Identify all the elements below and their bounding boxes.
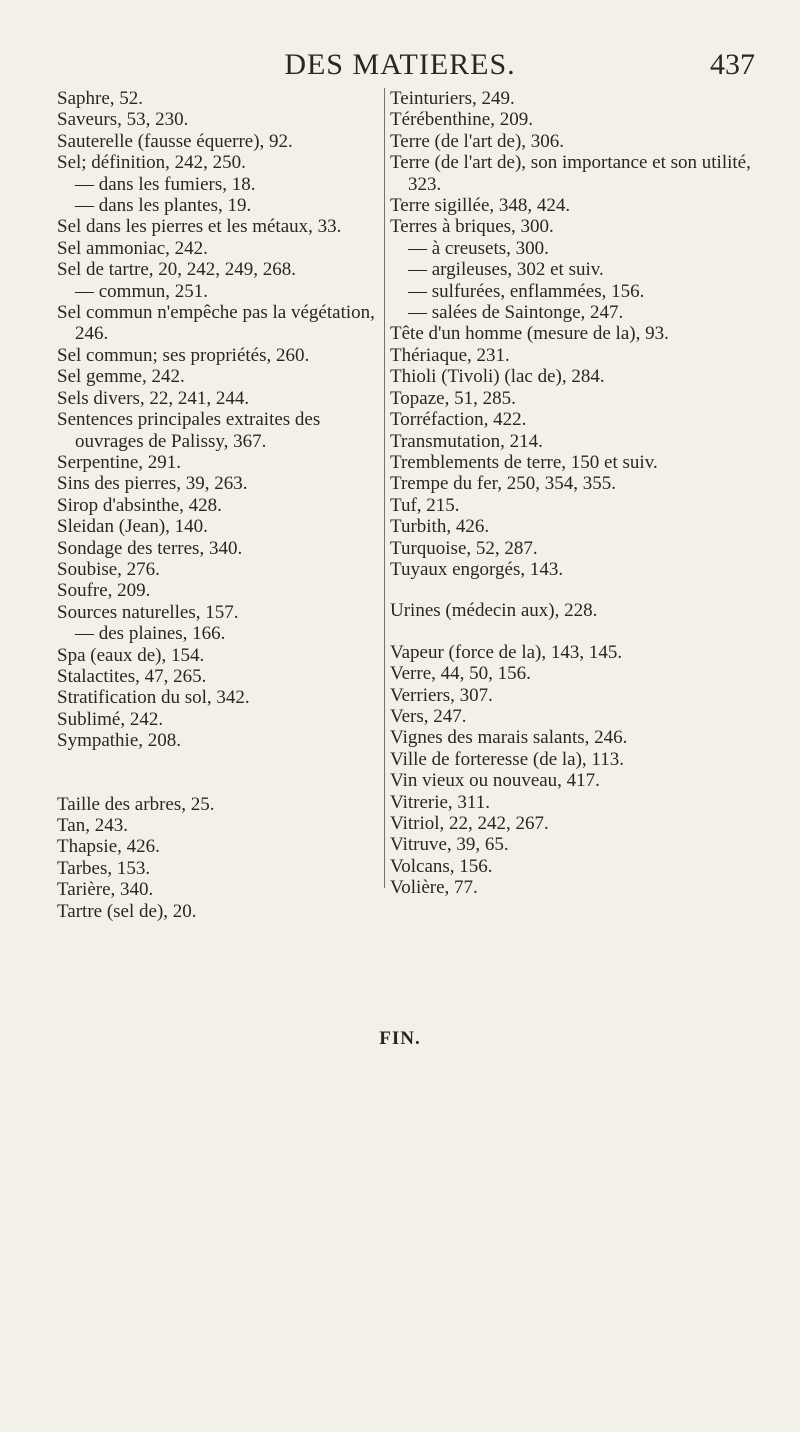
- index-entry: Sources naturelles, 157.: [57, 601, 239, 623]
- index-entry: Turbith, 426.: [390, 516, 490, 538]
- index-entry: Tuyaux engorgés, 143.: [390, 558, 564, 580]
- index-entry: Sel commun n'empêche pas la végétation, 246.: [57, 302, 375, 345]
- index-entry: Saveurs, 53, 230.: [57, 109, 189, 131]
- index-group-t-left: [57, 794, 375, 922]
- index-entry: Vignes des marais salants, 246.: [390, 727, 628, 749]
- index-entry: Terres à briques, 300.: [390, 216, 554, 238]
- index-entry: Sympathie, 208.: [57, 730, 182, 752]
- index-entry: Vapeur (force de la), 143, 145.: [390, 641, 623, 663]
- index-entry: — dans les fumiers, 18.: [75, 173, 256, 195]
- index-entry: Topaze, 51, 285.: [390, 387, 516, 409]
- index-entry: Sel; définition, 242, 250.: [57, 152, 246, 174]
- index-entry: Sauterelle (fausse équerre), 92.: [57, 130, 293, 152]
- index-entry: Spa (eaux de), 154.: [57, 644, 205, 666]
- index-entry: Sel ammoniac, 242.: [57, 237, 208, 259]
- index-entry: Vitrerie, 311.: [390, 791, 490, 813]
- index-entry: — salées de Saintonge, 247.: [408, 302, 624, 324]
- group-gap: [390, 580, 770, 600]
- index-entry: Stratification du sol, 342.: [57, 687, 250, 709]
- index-entry: — commun, 251.: [75, 280, 208, 302]
- index-entry: Sins des pierres, 39, 263.: [57, 473, 248, 495]
- index-entry: Thapsie, 426.: [57, 836, 160, 858]
- index-entry: Taille des arbres, 25.: [57, 793, 215, 815]
- index-entry: — à creusets, 300.: [408, 237, 549, 259]
- page-header: [0, 48, 800, 88]
- index-entry: Tan, 243.: [57, 815, 128, 836]
- index-group-s: [57, 88, 375, 752]
- index-entry: Vers, 247.: [390, 705, 467, 727]
- index-entry: Teinturiers, 249.: [390, 88, 515, 109]
- index-entry: Volière, 77.: [390, 877, 478, 899]
- index-entry: Vin vieux ou nouveau, 417.: [390, 770, 600, 792]
- index-entry: Turquoise, 52, 287.: [390, 537, 538, 559]
- index-entry: Torréfaction, 422.: [390, 409, 527, 431]
- index-group-v: [390, 642, 770, 899]
- index-entry: — des plaines, 166.: [75, 623, 226, 645]
- index-entry: — argileuses, 302 et suiv.: [408, 259, 604, 281]
- index-entry: Transmutation, 214.: [390, 430, 543, 452]
- index-entry: Tarbes, 153.: [57, 857, 151, 879]
- index-entry: Serpentine, 291.: [57, 451, 182, 473]
- index-entry: Sondage des terres, 340.: [57, 537, 243, 559]
- running-title: DES MATIERES.: [284, 48, 516, 81]
- index-group-u: [390, 600, 770, 621]
- index-entry: Sel de tartre, 20, 242, 249, 268.: [57, 259, 297, 281]
- index-entry: Saphre, 52.: [57, 88, 144, 109]
- index-entry: Sel gemme, 242.: [57, 366, 185, 388]
- index-group-t-right: [390, 88, 770, 580]
- index-entry: Soubise, 276.: [57, 558, 160, 580]
- index-entry: Sirop d'absinthe, 428.: [57, 494, 222, 516]
- index-entry: Tuf, 215.: [390, 494, 460, 516]
- index-entry: Tarière, 340.: [57, 879, 154, 901]
- index-entry: Sentences principales extraites des ouvrages de Palissy, 367.: [57, 409, 321, 452]
- index-column-left: [57, 88, 375, 922]
- index-entry: Urines (médecin aux), 228.: [390, 600, 598, 622]
- index-entry: Sublimé, 242.: [57, 708, 164, 730]
- page-number: 437: [710, 48, 755, 81]
- index-entry: Stalactites, 47, 265.: [57, 665, 207, 687]
- index-entry: Tartre (sel de), 20.: [57, 900, 197, 922]
- index-entry: Vitriol, 22, 242, 267.: [390, 813, 549, 834]
- index-entry: Trempe du fer, 250, 354, 355.: [390, 473, 616, 495]
- index-entry: Terre sigillée, 348, 424.: [390, 195, 571, 217]
- index-entry: Vitruve, 39, 65.: [390, 834, 509, 856]
- index-entry: Volcans, 156.: [390, 855, 493, 877]
- index-entry: Soufre, 209.: [57, 580, 151, 602]
- group-gap: [57, 752, 375, 794]
- index-entry: Sel dans les pierres et les métaux, 33.: [57, 216, 342, 238]
- index-entry: Ville de forteresse (de la), 113.: [390, 748, 624, 770]
- index-entry: Sleidan (Jean), 140.: [57, 516, 208, 538]
- index-entry: Thioli (Tivoli) (lac de), 284.: [390, 366, 605, 388]
- index-entry: Sel commun; ses propriétés, 260.: [57, 344, 310, 366]
- index-entry: Tremblements de terre, 150 et suiv.: [390, 451, 658, 473]
- index-entry: Terre (de l'art de), son importance et son utilité, 323.: [390, 152, 751, 195]
- fin-mark: FIN.: [379, 1028, 421, 1049]
- index-entry: — dans les plantes, 19.: [75, 195, 252, 217]
- index-entry: Sels divers, 22, 241, 244.: [57, 387, 250, 409]
- index-entry: Thériaque, 231.: [390, 344, 510, 366]
- index-entry: Tête d'un homme (mesure de la), 93.: [390, 323, 669, 345]
- index-entry: Verriers, 307.: [390, 684, 493, 706]
- index-entry: Terre (de l'art de), 306.: [390, 130, 565, 152]
- index-column-right: [384, 88, 770, 899]
- index-entry: — sulfurées, enflammées, 156.: [408, 280, 645, 302]
- group-gap: [390, 622, 770, 642]
- index-entry: Térébenthine, 209.: [390, 109, 533, 131]
- index-entry: Verre, 44, 50, 156.: [390, 663, 531, 685]
